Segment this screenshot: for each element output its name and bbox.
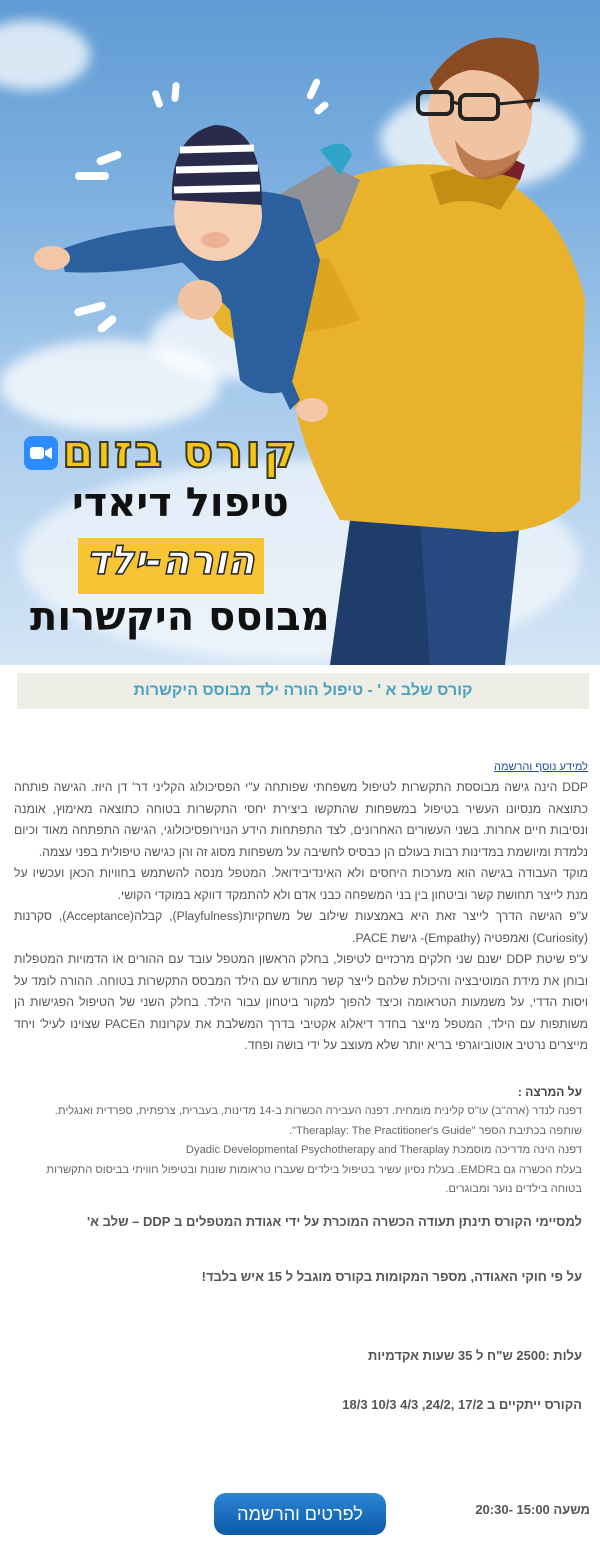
hero-title-line3: מבוסס היקשרות [30, 594, 330, 640]
hero-title-line2: הורה-ילד [86, 538, 255, 584]
hero-title-line1: טיפול דיאדי [72, 480, 289, 526]
lecturer-line: שותפה בכתיבת הספר "Theraplay: The Practitioner's Guide". [288, 1124, 582, 1137]
lecturer-line: בעלת הכשרה גם בEMDR. בעלת נסיון עשיר בטיפול בילדים שעברו טראומות שונות ובטיפול חוויתי בביסוס התקשרות בטוחה בילדים נוער ומבוגרים. [46, 1163, 582, 1195]
course-hours: משעה 15:00 -20:30 [475, 1502, 590, 1517]
participant-limit-note: על פי חוקי האגודה, מספר המקומות בקורס מוגבל ל 15 איש בלבד! [201, 1268, 582, 1284]
description-paragraph: מוקד העבודה בגישה הוא מערכות היחסים ולא האינדיבידואל. המטפל מנסה להשתמש בחוויות הכאן ועכשיו על מנת לייצר תחושת קשר וביטחון בין בני המשפחה כבני אדם ולא להתמקד דווקא במוקדי הקושי. [14, 866, 588, 902]
register-button[interactable]: לפרטים והרשמה [214, 1493, 386, 1535]
course-description [14, 777, 588, 1057]
description-paragraph: ע"פ הגישה הדרך לייצר זאת היא באמצעות שילוב של משחקיות(Playfulness), קבלה(Acceptance), סקרנות (Curiosity) ואמפטיה (Empathy)- גישת PACE. [14, 909, 589, 945]
course-title-banner [17, 673, 589, 709]
more-info-link[interactable]: למידע נוסף והרשמה [494, 761, 588, 773]
course-dates: הקורס ייתקיים ב 17/2 ,24/2, 4/3 10/3 18/3 [342, 1396, 582, 1412]
main-content [0, 761, 600, 1412]
zoom-video-camera-icon [24, 436, 58, 470]
hero-banner [0, 0, 600, 665]
lecturer-line: דפנה הינה מדריכה מוסמכת Dyadic Developmental Psychotherapy and Theraplay [185, 1144, 582, 1156]
schedule-row [10, 1493, 590, 1535]
certificate-note: למסיימי הקורס תינתן תעודה הכשרה המוכרת על ידי אגודת המטפלים ב DDP – שלב א' [87, 1213, 582, 1229]
lecturer-section [14, 1083, 588, 1200]
zoom-course-label: קורס בזום [62, 424, 299, 478]
description-paragraph: DDP הינה גישה מבוססת התקשרות לטיפול משפחתי שפותחה ע"י הפסיכולוג הקליני דר' דן היוז. הגישה פותחה כתוצאה מנסיונו העשיר בטיפול במשפחות שהתקשו ביצירת יחסי התקשרות בטוחה כתוצאה מאימוץ, אומנה ונסיבות חיים אחרות. בשני העשורים האחרונים, לצד התפתחות הידע הנוירופסיכולוגי, הגישה התפתחה מאוד וכיום נלמדת ומיושמת במדינות רבות בעולם הן כבסיס לחשיבה על משפחות מסוג זה והן כגישה טיפולית בפני עצמה. [14, 780, 588, 859]
lecturer-heading: על המרצה : [517, 1084, 582, 1099]
description-paragraph: ע"פ שיטת DDP ישנם שני חלקים מרכזיים לטיפול, בחלק הראשון המטפל עובד עם ההורים או הדמויות המטפלות ובוחן את מידת המוטיבציה והיכולת שלהם לייצר קשר מחודש עם הילד המבסס התקשרות בטוחה. ההורה לומד על ויסות הדדי, על משמעות הטראומה וכיצד להפוך למקור ביטחון עבור הילד. בחלק השני של הטיפול הפגישות הן משותפות עם הילד, המטפל מייצר בחדר דיאלוג אקטיבי בדרך המשלבת את עקרונות הPACE שצוינו לעיל' ויחד מייצרים נרטיב אוטוביוגרפי בריא יותר שלא מעוצב על ידי בושה ופחד. [14, 952, 589, 1052]
course-title: קורס שלב א ' - טיפול הורה ילד מבוסס היקשרות [133, 682, 473, 699]
course-cost: עלות :2500 ש"ח ל 35 שעות אקדמיות [368, 1347, 582, 1363]
lecturer-line: דפנה לנדר (ארה"ב) עו"ס קלינית מומחית. דפנה העבירה הכשרות ב-14 מדינות, בעברית, צרפתית, ספרדית ואנגלית. [54, 1105, 582, 1117]
